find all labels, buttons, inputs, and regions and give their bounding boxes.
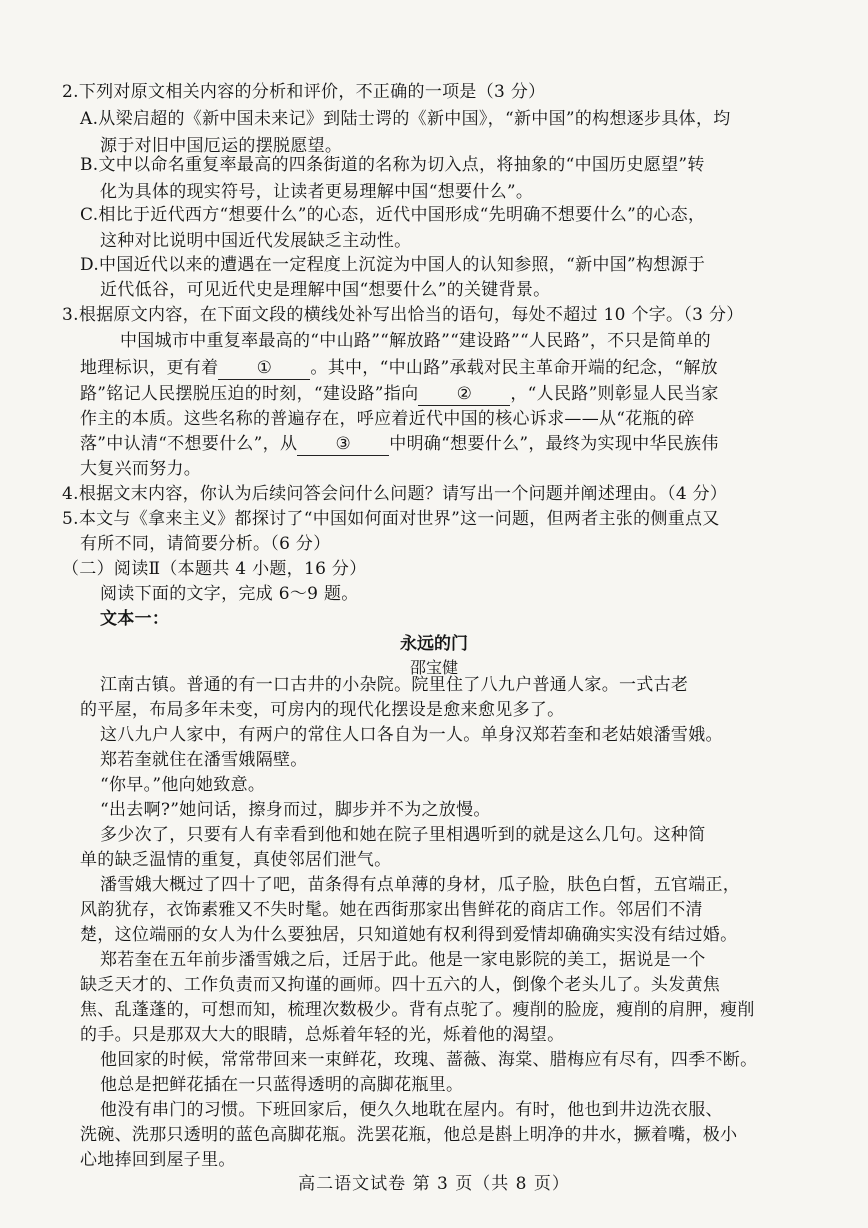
q3-passage-line6: 大复兴而努力。 [80, 459, 202, 479]
page-footer: 高二语文试卷 第 3 页（共 8 页） [298, 1174, 570, 1194]
story-line: 江南古镇。普通的有一口古井的小杂院。院里住了八九户普通人家。一式古老 [100, 675, 689, 695]
text-one-label: 文本一： [100, 609, 170, 629]
blank-2: ② [418, 383, 510, 406]
q2-option-c-line2: 这种对比说明中国近代发展缺乏主动性。 [100, 231, 412, 251]
q3-passage-line2-end: 。其中，“中山路”承载对民主革命开端的纪念，“解放 [310, 358, 718, 378]
q2-option-c-line1: C.相比于近代西方“想要什么”的心态，近代中国形成“先明确不想要什么”的心态， [80, 205, 706, 225]
story-line: 的平屋，布局多年未变，可房内的现代化摆设是愈来愈见多了。 [80, 700, 565, 720]
q2-option-d-line1: D.中国近代以来的遭遇在一定程度上沉淀为中国人的认知参照，“新中国”构想源于 [80, 255, 706, 275]
story-line: 心地捧回到屋子里。 [80, 1150, 236, 1170]
q3-passage-line5 [80, 430, 719, 458]
story-line: 风韵犹存，衣饰素雅又不失时髦。她在西街那家出售鲜花的商店工作。邻居们不清 [80, 900, 703, 920]
blank-1: ① [218, 357, 310, 380]
q3-passage-line3-start: 路”铭记人民摆脱压迫的时刻，“建设路”指向 [80, 384, 419, 404]
story-line: 单的缺乏温情的重复，真使邻居们泄气。 [80, 850, 392, 870]
q2-option-a-line1: A.从梁启超的《新中国未来记》到陆士谔的《新中国》，“新中国”的构想逐步具体，均 [80, 109, 731, 129]
story-line: 缺乏天才的、工作负责而又拘谨的画师。四十五六的人，倒像个老头儿了。头发黄焦 [80, 975, 721, 995]
story-line: 他回家的时候，常常带回来一束鲜花，玫瑰、蔷薇、海棠、腊梅应有尽有，四季不断。 [100, 1050, 758, 1070]
story-line: 他没有串门的习惯。下班回家后，便久久地耽在屋内。有时，他也到井边洗衣服、 [100, 1100, 723, 1120]
story-line: 多少次了，只要有人有幸看到他和她在院子里相遇听到的就是这么几句。这种简 [100, 825, 706, 845]
q3-passage-line5-end: 中明确“想要什么”，最终为实现中华民族伟 [389, 434, 719, 454]
q2-option-a-line2: 源于对旧中国厄运的摆脱愿望。 [100, 136, 343, 156]
q3-passage-line5-start: 落”中认清“不想要什么”，从 [80, 434, 298, 454]
story-line: 焦、乱蓬蓬的，可想而知，梳理次数极少。背有点驼了。瘦削的脸庞，瘦削的肩胛，瘦削 [80, 1000, 755, 1020]
story-line: “你早。”他向她致意。 [100, 775, 266, 795]
q2-option-b-line2: 化为具体的现实符号，让读者更易理解中国“想要什么”。 [100, 182, 534, 202]
section-heading: （二）阅读Ⅱ（本题共 4 小题，16 分） [62, 559, 367, 579]
q3-stem: 3.根据原文内容，在下面文段的横线处补写出恰当的语句，每处不超过 10 个字。（3 分） [62, 305, 744, 325]
q3-passage-line3-end: ，“人民路”则彰显人民当家 [510, 384, 719, 404]
story-line: 他总是把鲜花插在一只蓝得透明的高脚花瓶里。 [100, 1075, 464, 1095]
q5-stem-line2: 有所不同，请简要分析。（6 分） [80, 534, 331, 554]
q4-stem: 4.根据文末内容，你认为后续问答会问什么问题？请写出一个问题并阐述理由。（4 分） [62, 484, 728, 504]
q3-passage-line1: 中国城市中重复率最高的“中山路”“解放路”“建设路”“人民路”，不只是简单的 [120, 331, 711, 351]
story-author: 邵宝健 [409, 658, 458, 677]
blank-3: ③ [297, 433, 389, 456]
story-title: 永远的门 [400, 634, 468, 654]
story-line: 的手。只是那双大大的眼睛，总烁着年轻的光，烁着他的渴望。 [80, 1025, 565, 1045]
q2-option-b-line1: B.文中以命名重复率最高的四条街道的名称为切入点，将抽象的“中国历史愿望”转 [80, 155, 705, 175]
story-line: “出去啊?”她问话，擦身而过，脚步并不为之放慢。 [100, 800, 491, 820]
story-line: 郑若奎在五年前步潘雪娥之后，迁居于此。他是一家电影院的美工，据说是一个 [100, 950, 706, 970]
story-line: 郑若奎就住在潘雪娥隔壁。 [100, 750, 308, 770]
story-line: 洗碗、洗那只透明的蓝色高脚花瓶。洗罢花瓶，他总是斟上明净的井水，撅着嘴，极小 [80, 1125, 738, 1145]
q3-passage-line2-start: 地理标识，更有着 [80, 358, 219, 378]
q5-stem-line1: 5.本文与《拿来主义》都探讨了“中国如何面对世界”这一问题，但两者主张的侧重点又 [62, 509, 720, 529]
section-instruction: 阅读下面的文字，完成 6～9 题。 [100, 584, 359, 604]
q3-passage-line2 [80, 354, 718, 382]
story-line: 潘雪娥大概过了四十了吧，苗条得有点单薄的身材，瓜子脸，肤色白皙，五官端正， [100, 875, 741, 895]
story-line: 这八九户人家中，有两户的常住人口各自为一人。单身汉郑若奎和老姑娘潘雪娥。 [100, 725, 723, 745]
q2-option-d-line2: 近代低谷，可见近代史是理解中国“想要什么”的关键背景。 [100, 280, 551, 300]
q3-passage-line3 [80, 380, 719, 408]
q2-stem: 2.下列对原文相关内容的分析和评价，不正确的一项是（3 分） [62, 82, 546, 102]
q3-passage-line4: 作主的本质。这些名称的普遍存在，呼应着近代中国的核心诉求——从“花瓶的碎 [80, 409, 695, 429]
story-line: 楚，这位端丽的女人为什么要独居，只知道她有权利得到爱情却确确实实没有结过婚。 [80, 925, 738, 945]
